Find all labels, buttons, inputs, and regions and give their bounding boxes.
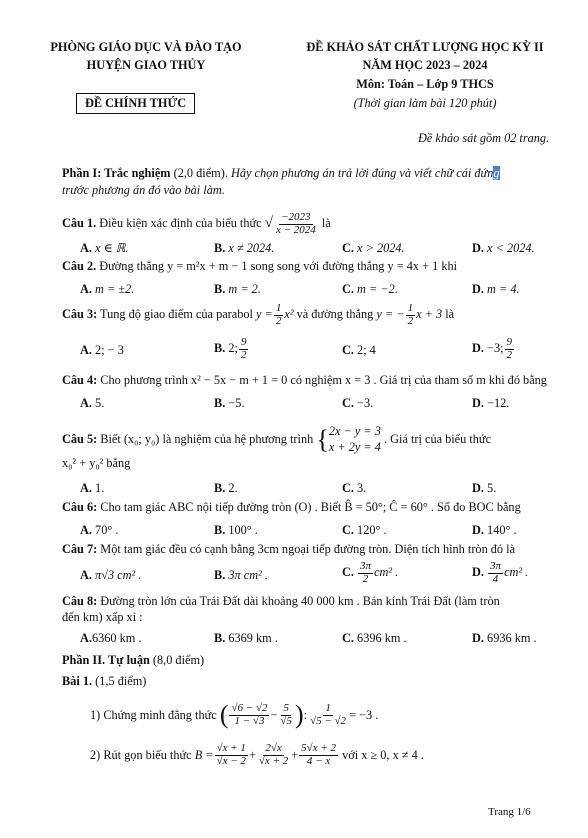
q6-option-a: A. 70° . [80,523,119,537]
bai1-heading [62,674,146,689]
q7-option-d: D. $\frac{3\pi}{4}$ cm² . [472,560,529,585]
part1-title: Phần I: Trắc nghiệm [62,166,171,180]
bai1-q2-text: 2) Rút gọn biểu thức [90,747,192,762]
part1-instruction2: trước phương án đó vào bài làm. [62,183,225,197]
part2-title: Phần II. Tự luận [62,653,150,667]
q1-option-a: A. x ∈ ℝ. [80,241,129,255]
q4-option-a: A. 5. [80,396,105,410]
question-6: Câu 6: Cho tam giác ABC nội tiếp đường tròn (O) . Biết B̂ = 50°; Ĉ = 60° . Số đo BOC bằng [62,500,521,514]
question-label: Câu 1. [62,215,97,230]
q2-option-b: B. m = 2. [214,282,261,296]
question-7: Câu 7: Một tam giác đều có cạnh bằng 3cm ngoại tiếp đường tròn. Diện tích hình tròn đó là [62,542,516,556]
question-text: Tung độ giao điểm của parabol [100,306,253,321]
question-text: Cho phương trình x² − 5x − m + 1 = 0 có nghiệm x = 3 . Giá trị của tham số m khi đó bằng [100,373,547,387]
question-8: Câu 8: Đường tròn lớn của Trái Đất dài khoảng 40 000 km . Bán kính Trái Đất (làm tròn [62,594,500,608]
q3-option-d: D. −3; $\frac{9}{2}$ [472,336,513,361]
q6-option-d: D. 140° . [472,523,517,537]
q5-option-b: B. 2. [214,481,238,495]
question-4: Câu 4: Cho phương trình x² − 5x − m + 1 = 0 có nghiệm x = 3 . Giá trị của tham số m khi đó bằng [62,373,547,387]
q2-option-d: D. m = 4. [472,282,520,296]
q2-option-a: A. m = ±2. [80,282,135,296]
question-mid: và đường thẳng [296,306,374,321]
question-text: Đường tròn lớn của Trái Đất dài khoảng 40 000 km . Bán kính Trái Đất (làm tròn [100,594,500,608]
q8-option-c: C. 6396 km . [342,631,407,645]
bai1-q2-tail: với x ≥ 0, x ≠ 4 . [342,747,424,762]
bai1-q1-text: 1) Chứng minh đẳng thức [90,707,217,722]
q1-option-c: C. x > 2024. [342,241,405,255]
q7-option-b: B. 3π cm² . [214,568,268,582]
q1-option-d: D. x < 2024. [472,241,535,255]
question-text: Cho tam giác ABC nội tiếp đường tròn (O) . Biết B̂ = 50°; Ĉ = 60° . Số đo BOC bằng [100,500,521,514]
q7-option-a: A. π√3 cm² . [80,568,142,582]
q8-option-b: B. 6369 km . [214,631,278,645]
official-badge: ĐỀ CHÍNH THỨC [76,93,195,114]
question-5: Câu 5: Biết (x₀; y₀) là nghiệm của hệ phương trình {2x − y = 3 x + 2y = 4 . Giá trị của biểu thức [62,424,492,454]
q4-option-c: C. −3. [342,396,374,410]
q1-option-b: B. x ≠ 2024. [214,241,275,255]
question-text: Điều kiện xác định của biểu thức [99,215,262,230]
exam-title: ĐỀ KHẢO SÁT CHẤT LƯỢNG HỌC KỲ II [306,40,544,54]
part2-heading [62,653,204,668]
text-selection[interactable]: g [493,166,500,180]
q3-option-b: B. 2; $\frac{9}{2}$ [214,336,247,361]
bai1-q2: 2) Rút gọn biểu thức B = $\frac{√x + 1}{√x - 2}$ + $\frac{2√x}{√x + 2}$ + $\frac{5√x + 2}{4 - x}$ với x ≥ 0, x ≠ 4 . [90,741,424,767]
part2-score: (8,0 điểm) [152,653,205,667]
question-2: Câu 2. Đường thẳng y = m²x + m − 1 song song với đường thẳng y = 4x + 1 khi [62,259,458,273]
q8-option-d: D. 6936 km . [472,631,537,645]
question-text: Một tam giác đều có cạnh bằng 3cm ngoại tiếp đường tròn. Diện tích hình tròn đó là [100,542,516,556]
q8-option-a: A.6360 km . [80,631,142,645]
q2-option-c: C. m = −2. [342,282,398,296]
org-line1: PHÒNG GIÁO DỤC VÀ ĐÀO TẠO [50,40,242,54]
q6-option-c: C. 120° . [342,523,387,537]
time-limit: (Thời gian làm bài 120 phút) [353,96,497,110]
q7-option-c: C. $\frac{3\pi}{2}$ cm² . [342,560,399,585]
question-tail: . Giá trị của biểu thức [384,431,492,446]
q3-option-a: A. 2; − 3 [80,343,124,357]
bai1-score: (1,5 điểm) [95,674,147,688]
page-count-note: Đề khảo sát gồm 02 trang. [418,131,550,145]
part1-score: (2,0 điểm). [173,166,228,180]
org-line2: HUYỆN GIAO THỦY [86,58,206,72]
question-3: Câu 3: Tung độ giao điểm của parabol y = $\frac{1}{2}$ x² và đường thẳng y = − $\frac{1}{2}$ x + 3 là [62,302,455,327]
question-8-line2: đến km) xấp xỉ : [62,610,143,624]
school-year: NĂM HỌC 2023 – 2024 [362,58,488,72]
page-number: Trang 1/6 [488,806,531,818]
question-tail: là [445,306,455,321]
question-5-line2: x₀² + y₀² bằng [62,456,131,470]
subject: Môn: Toán – Lớp 9 THCS [356,77,494,91]
q4-option-d: D. −12. [472,396,510,410]
q5-option-a: A. 1. [80,481,105,495]
q3-option-c: C. 2; 4 [342,343,376,357]
question-text: Đường thẳng y = m²x + m − 1 song song với đường thẳng y = 4x + 1 khi [99,259,458,273]
question-text: Biết (x₀; y₀) là nghiệm của hệ phương trình [100,431,314,446]
bai1-q1-tail: = −3 . [349,707,379,722]
question-tail: là [321,215,331,230]
question-1: Câu 1. Điều kiện xác định của biểu thức √ $\frac{-2023}{x - 2024}$ là [62,211,331,236]
q5-option-c: C. 3. [342,481,367,495]
part1-instruction: Hãy chọn phương án trả lời đúng và viết chữ cái đứn [231,166,494,180]
q4-option-b: B. −5. [214,396,245,410]
part1-heading [62,166,500,181]
bai1-label: Bài 1. [62,674,93,688]
q5-option-d: D. 5. [472,481,497,495]
bai1-q1: 1) Chứng minh đẳng thức ( $\frac{√6 - √2}{1 - √3}$ − $\frac{5}{√5}$ ) : $\frac{1}{√5 - √2}$ = −3 . [90,700,379,729]
q6-option-b: B. 100° . [214,523,258,537]
